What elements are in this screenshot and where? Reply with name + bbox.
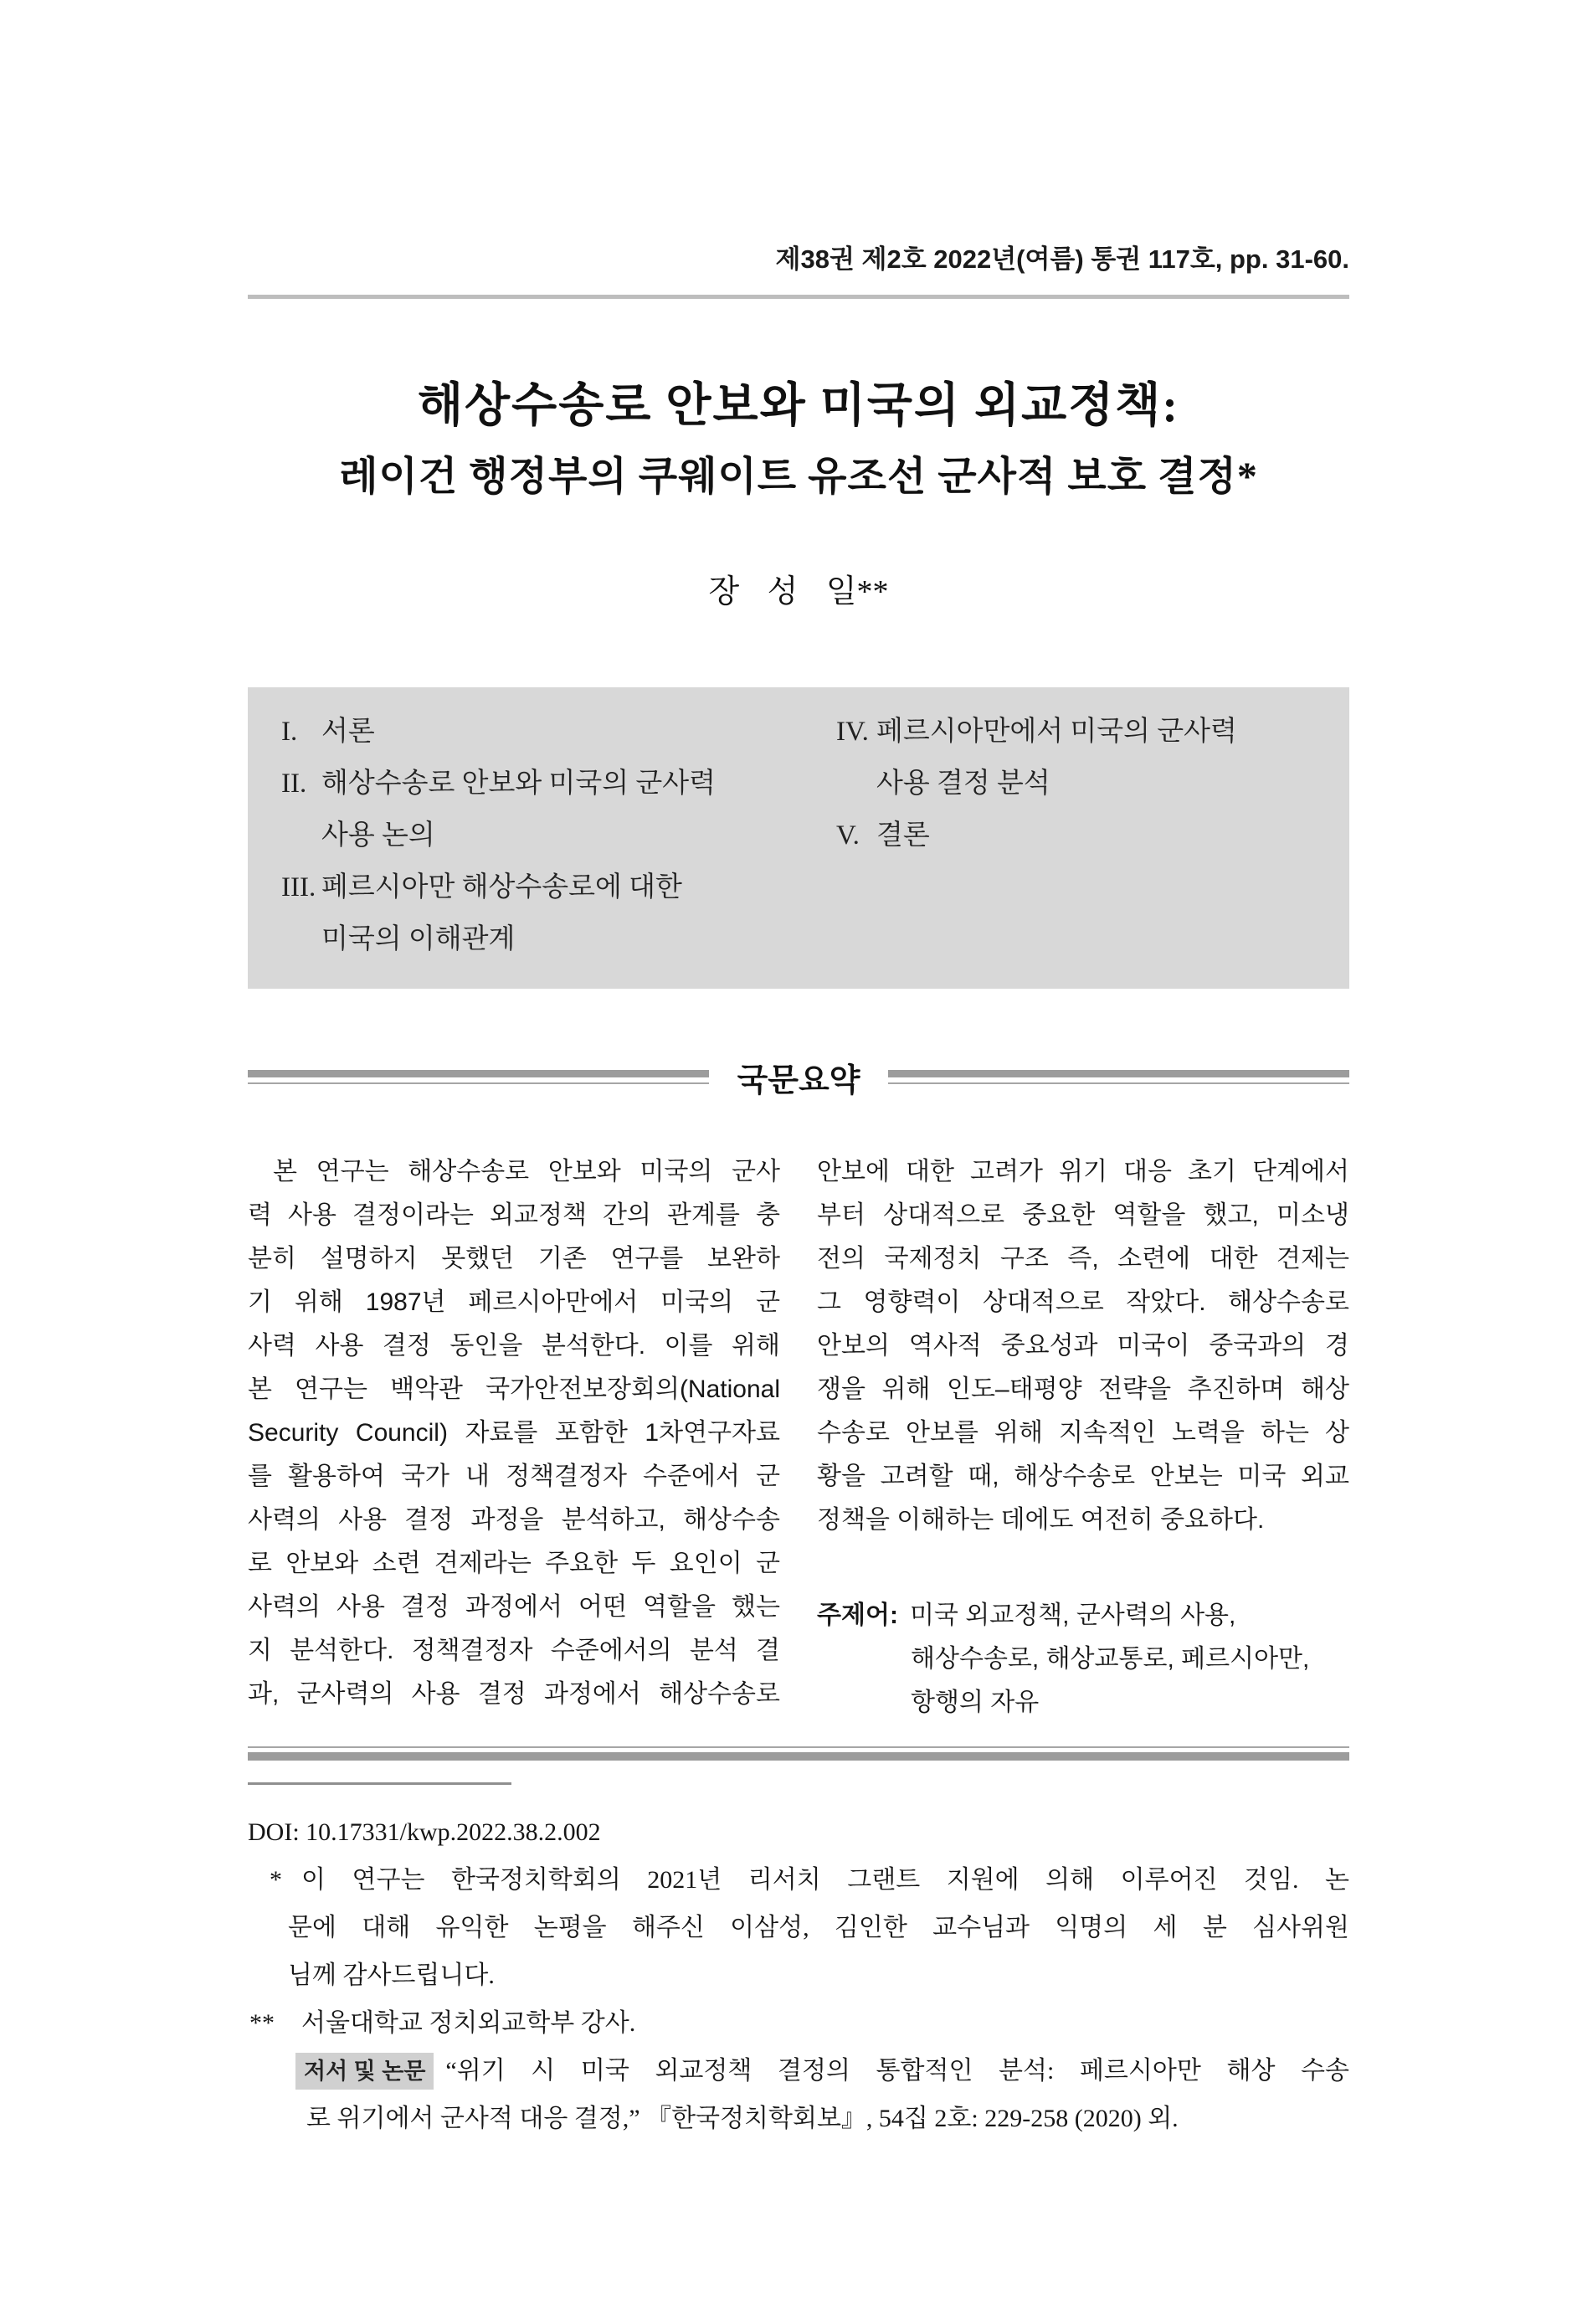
keywords-text: 미국 외교정책, 군사력의 사용, (909, 1602, 1236, 1629)
rule-thick (248, 1752, 1349, 1761)
toc-numeral: V. (836, 820, 860, 851)
toc-entry-1 (281, 706, 836, 758)
toc-indent-spacer (836, 758, 876, 810)
toc-entry-text: 서론 (321, 717, 375, 747)
abstract-column-right (817, 1150, 1349, 1725)
toc-indent-spacer (281, 913, 321, 965)
footnote-separator-rule (248, 1782, 511, 1785)
toc-indent-spacer (281, 810, 321, 861)
footnote-text: 이 연구는 한국정치학회의 2021년 리서치 그랜트 지원에 의해 이루어진 것임. 논 (301, 1866, 1349, 1894)
keywords-line (817, 1594, 1349, 1638)
article-title-line2: 레이건 행정부의 쿠웨이트 유조선 군사적 보호 결정* (339, 455, 1258, 499)
keywords-line: 해상수송로, 해상교통로, 페르시아만, (911, 1645, 1310, 1673)
rule-thin (248, 1746, 1349, 1748)
abstract-line: 분히 설명하지 못했던 기존 연구를 보완하 (248, 1245, 780, 1273)
abstract-line: 사력의 사용 결정 과정을 분석하고, 해상수송 (248, 1506, 780, 1534)
abstract-line: 사력 사용 결정 동인을 분석한다. 이를 위해 (248, 1332, 780, 1360)
toc-column-left (281, 706, 836, 965)
abstract-line: 황을 고려할 때, 해상수송로 안보는 미국 외교 (817, 1463, 1349, 1490)
footnote-grant-cont: 문에 대해 유익한 논평을 해주신 이삼성, 김인한 교수님과 익명의 세 분 심사위원 (288, 1914, 1349, 1941)
toc-box (248, 687, 1349, 989)
abstract-line: Security Council) 자료를 포함한 1차연구자료 (248, 1419, 780, 1447)
toc-entry-text: 사용 결정 분석 (876, 769, 1050, 799)
abstract-line: 로 안보와 소련 견제라는 주요한 두 요인이 군 (248, 1550, 780, 1577)
abstract-line: 본 연구는 해상수송로 안보와 미국의 군사 (273, 1158, 780, 1185)
footnote-text: 서울대학교 정치외교학부 강사. (301, 2009, 636, 2037)
abstract-column-left (248, 1150, 780, 1725)
toc-numeral: IV. (836, 717, 869, 747)
toc-entry-text: 사용 논의 (321, 820, 435, 851)
abstract-line: 과, 군사력의 사용 결정 과정에서 해상수송로 (248, 1680, 780, 1708)
author-name: 장 성 일** (708, 574, 889, 609)
abstract-line: 쟁을 위해 인도–태평양 전략을 추진하며 해상 (817, 1375, 1349, 1403)
abstract-line: 력 사용 결정이라는 외교정책 간의 관계를 충 (248, 1201, 780, 1229)
toc-entry-2-cont (281, 810, 836, 861)
toc-numeral: II. (281, 769, 307, 799)
toc-entry-text: 페르시아만 해상수송로에 대한 (321, 872, 682, 902)
abstract-line: 안보에 대한 고려가 위기 대응 초기 단계에서 (817, 1158, 1349, 1185)
abstract-line: 기 위해 1987년 페르시아만에서 미국의 군 (248, 1288, 780, 1316)
toc-entry-4-cont (836, 758, 1316, 810)
rule-thin (888, 1082, 1349, 1084)
doi-line: DOI: 10.17331/kwp.2022.38.2.002 (248, 1818, 601, 1846)
toc-column-right (836, 706, 1316, 965)
abstract-line: 정책을 이해하는 데에도 여전히 중요하다. (817, 1506, 1265, 1534)
footnote-works-cont: 로 위기에서 군사적 대응 결정,” 『한국정치학회보』, 54집 2호: 229-258 (2020) 외. (306, 2105, 1179, 2132)
toc-entry-5 (836, 810, 1316, 861)
toc-entry-3 (281, 861, 836, 913)
toc-entry-text: 페르시아만에서 미국의 군사력 (876, 717, 1237, 747)
abstract-line: 지 분석한다. 정책결정자 수준에서의 분석 결 (248, 1637, 780, 1664)
article-title-line1: 해상수송로 안보와 미국의 외교정책: (417, 380, 1180, 432)
abstract-line: 수송로 안보를 위해 지속적인 노력을 하는 상 (817, 1419, 1349, 1447)
abstract-line: 안보의 역사적 중요성과 미국이 중국과의 경 (817, 1332, 1349, 1360)
rule-thick (248, 1070, 709, 1077)
abstract-heading-row (248, 1054, 1349, 1100)
heading-rule-right (888, 1070, 1349, 1084)
footnotes-block (248, 1808, 1349, 2142)
works-badge: 저서 및 논문 (295, 2053, 434, 2090)
toc-entry-3-cont (281, 913, 836, 965)
rule-thick (888, 1070, 1349, 1077)
footnote-marker: ** (249, 2009, 275, 2037)
footnote-grant-cont: 님께 감사드립니다. (288, 1962, 495, 1989)
footnote-grant (248, 1856, 1349, 1904)
keywords-block (817, 1594, 1349, 1725)
toc-numeral: I. (281, 717, 298, 747)
abstract-line: 전의 국제정치 구조 즉, 소련에 대한 견제는 (817, 1245, 1349, 1273)
abstract-line: 부터 상대적으로 중요한 역할을 했고, 미소냉 (817, 1201, 1349, 1229)
toc-entry-2 (281, 758, 836, 810)
rule-thin (248, 1082, 709, 1084)
abstract-line: 를 활용하여 국가 내 정책결정자 수준에서 군 (248, 1463, 780, 1490)
abstract-line: 본 연구는 백악관 국가안전보장회의(National (248, 1375, 780, 1403)
keywords-line: 항행의 자유 (911, 1689, 1040, 1716)
keywords-label: 주제어: (817, 1602, 898, 1629)
abstract-closing-rule (248, 1746, 1349, 1761)
toc-entry-text: 결론 (876, 820, 930, 851)
abstract-line: 그 영향력이 상대적으로 작았다. 해상수송로 (817, 1288, 1349, 1316)
journal-issue-info: 제38권 제2호 2022년(여름) 통권 117호, pp. 31-60. (775, 244, 1349, 274)
abstract-line: 사력의 사용 결정 과정에서 어떤 역할을 했는 (248, 1593, 780, 1621)
footnote-marker: * (270, 1866, 282, 1894)
heading-rule-left (248, 1070, 709, 1084)
toc-numeral: III. (281, 872, 316, 902)
abstract-heading: 국문요약 (737, 1063, 860, 1098)
abstract-body (248, 1150, 1349, 1725)
footnote-works (248, 2047, 1349, 2095)
toc-entry-text: 해상수송로 안보와 미국의 군사력 (321, 769, 717, 799)
footnote-affiliation (248, 1999, 1349, 2047)
toc-entry-text: 미국의 이해관계 (321, 924, 516, 954)
header-rule (248, 295, 1349, 299)
works-citation: “위기 시 미국 외교정책 결정의 통합적인 분석: 페르시아만 해상 수송 (445, 2057, 1349, 2085)
toc-entry-4 (836, 706, 1316, 758)
